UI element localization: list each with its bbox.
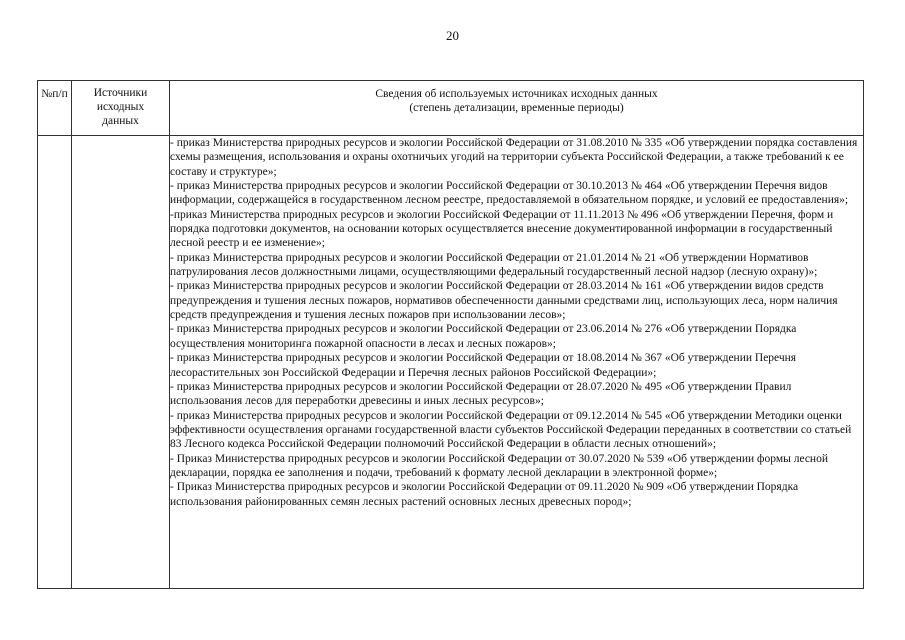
- list-item: - приказ Министерства природных ресурсов и экологии Российской Федерации от 28.03.2014 № 161 «Об утверждении видов средств предупреждения и тушения лесных пожаров, нормативов обеспеченности данными средствами лиц, использующих леса, норм наличия средств предупреждения и тушения лесных пожаров при использовании лесов»;: [170, 280, 838, 322]
- list-item: -приказ Министерства природных ресурсов и экологии Российской Федерации от 11.11.2013 № 496 «Об утверждении Перечня, форм и порядка подготовки документов, на основании которых осуществляется внесение документированной информации в государственный лесной реестр и ее изменение»;: [170, 208, 834, 250]
- table-header-row: [38, 81, 864, 136]
- header-info-cell: [170, 81, 864, 136]
- body-info-cell: [170, 136, 864, 589]
- list-item: - Приказ Министерства природных ресурсов и экологии Российской Федерации от 30.07.2020 № 539 «Об утверждении формы лесной декларации, порядка ее заполнения и подачи, требований к формату лесной декларации в электронной форме»;: [170, 452, 828, 479]
- header-num-cell: [38, 81, 72, 136]
- sources-table: [37, 80, 864, 589]
- body-source-cell: [72, 136, 170, 589]
- list-item: - приказ Министерства природных ресурсов и экологии Российской Федерации от 09.12.2014 № 545 «Об утверждении Методики оценки эффективности осуществления органами государственной власти субъектов Российской Федерации переданных в соответствии со статьей 83 Лесного кодекса Российской Федерации полномочий Российской Федерации в области лесных отношений»;: [170, 409, 852, 451]
- header-source-cell: [72, 81, 170, 136]
- header-info-line-1: Сведения об используемых источниках исходных данных: [375, 88, 658, 100]
- list-item: - приказ Министерства природных ресурсов и экологии Российской Федерации от 30.10.2013 № 464 «Об утверждении Перечня видов информации, содержащейся в государственном лесном реестре, предоставляемой в обязательном порядке, и условий ее предоставления»;: [170, 180, 849, 207]
- header-info-line-2: (степень детализации, временные периоды): [409, 102, 624, 114]
- table-body-row: [38, 136, 864, 589]
- list-item: - приказ Министерства природных ресурсов и экологии Российской Федерации от 18.08.2014 № 367 «Об утверждении Перечня лесорастительных зон Российской Федерации и Перечня лесных районов Российской Федерации»;: [170, 352, 797, 379]
- list-item: - приказ Министерства природных ресурсов и экологии Российской Федерации от 28.07.2020 № 495 «Об утверждении Правил использования лесов для переработки древесины и иных лесных ресурсов»;: [170, 380, 792, 408]
- list-item: - Приказ Министерства природных ресурсов и экологии Российской Федерации от 09.11.2020 № 909 «Об утверждении Порядка использования районированных семян лесных растений основных лесных древесных пород»;: [170, 481, 799, 508]
- list-item: - приказ Министерства природных ресурсов и экологии Российской Федерации от 23.06.2014 № 276 «Об утверждении Порядка осуществления мониторинга пожарной опасности в лесах и лесных пожаров»;: [170, 323, 797, 350]
- list-item: - приказ Министерства природных ресурсов и экологии Российской Федерации от 21.01.2014 № 21 «Об утверждении Нормативов патрулирования лесов должностными лицами, осуществляющими федеральный государственный лесной надзор (лесную охрану)»;: [170, 251, 818, 279]
- body-num-cell: [38, 136, 72, 589]
- header-source-line-3: данных: [102, 115, 139, 127]
- page-number: 20: [446, 28, 459, 43]
- header-source-line-2: исходных: [96, 101, 145, 113]
- header-num-label: №п/п: [41, 88, 68, 100]
- header-source-line-1: Источники: [93, 87, 148, 99]
- list-item: - приказ Министерства природных ресурсов и экологии Российской Федерации от 31.08.2010 № 335 «Об утверждении порядка составления схемы размещения, использования и охраны охотничьих угодий на территории субъекта Российской Федерации, а также требований к ее составу и структуре»;: [170, 137, 858, 178]
